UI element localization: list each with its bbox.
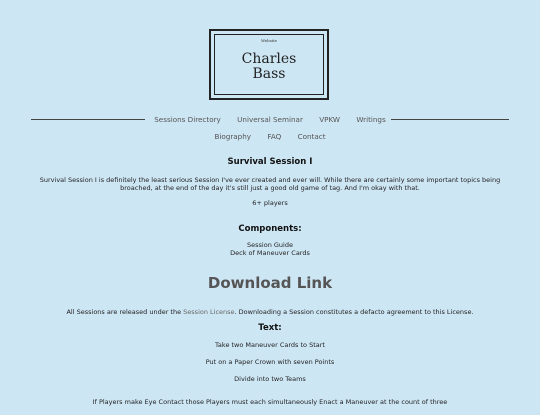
site-logo-inner-frame — [214, 34, 324, 95]
logo-name-line2: Bass — [252, 66, 286, 82]
primary-nav — [0, 115, 540, 124]
license-text-after: . Downloading a Session constitutes a defacto agreement to this License. — [234, 308, 474, 316]
license-notice — [0, 308, 540, 316]
nav-link-universal-seminar[interactable]: Universal Seminar — [237, 115, 303, 124]
nav-link-writings[interactable]: Writings — [356, 115, 386, 124]
rule-line: Take two Maneuver Cards to Start — [215, 341, 325, 349]
components-heading: Components: — [238, 224, 302, 234]
nav-link-contact[interactable]: Contact — [297, 132, 326, 141]
site-logo[interactable] — [209, 29, 329, 100]
rule-line: Put on a Paper Crown with seven Points — [205, 358, 335, 366]
rule-line: Divide into two Teams — [234, 375, 306, 383]
rules-list — [0, 341, 540, 415]
download-link[interactable]: Download Link — [207, 274, 333, 292]
text-heading: Text: — [258, 323, 282, 333]
session-title: Survival Session I — [227, 157, 313, 167]
nav-link-faq[interactable]: FAQ — [267, 132, 282, 141]
logo-name-line1: Charles — [241, 51, 297, 67]
rule-line: If Players make Eye Contact those Players must each simultaneously Enact a Maneuver at the count of three — [92, 398, 448, 406]
download-heading — [0, 274, 540, 292]
nav-link-sessions-directory[interactable]: Sessions Directory — [154, 115, 221, 124]
component-item: Deck of Maneuver Cards — [230, 249, 310, 257]
session-license-link[interactable]: Session License — [183, 308, 235, 316]
components-list — [0, 241, 540, 257]
logo-caption: Website — [260, 38, 278, 43]
nav-link-vpkw[interactable]: VPKW — [319, 115, 341, 124]
player-count: 6+ players — [252, 199, 288, 207]
license-text-before: All Sessions are released under the — [66, 308, 184, 316]
component-item: Session Guide — [247, 241, 293, 249]
secondary-nav — [0, 132, 540, 141]
nav-link-biography[interactable]: Biography — [214, 132, 252, 141]
session-description: Survival Session I is definitely the least serious Session I've ever created and ever will. While there are certainly some important topics being broached, at the end of the day it's still just a good old game of tag. And I'm okay with that. — [39, 176, 501, 192]
